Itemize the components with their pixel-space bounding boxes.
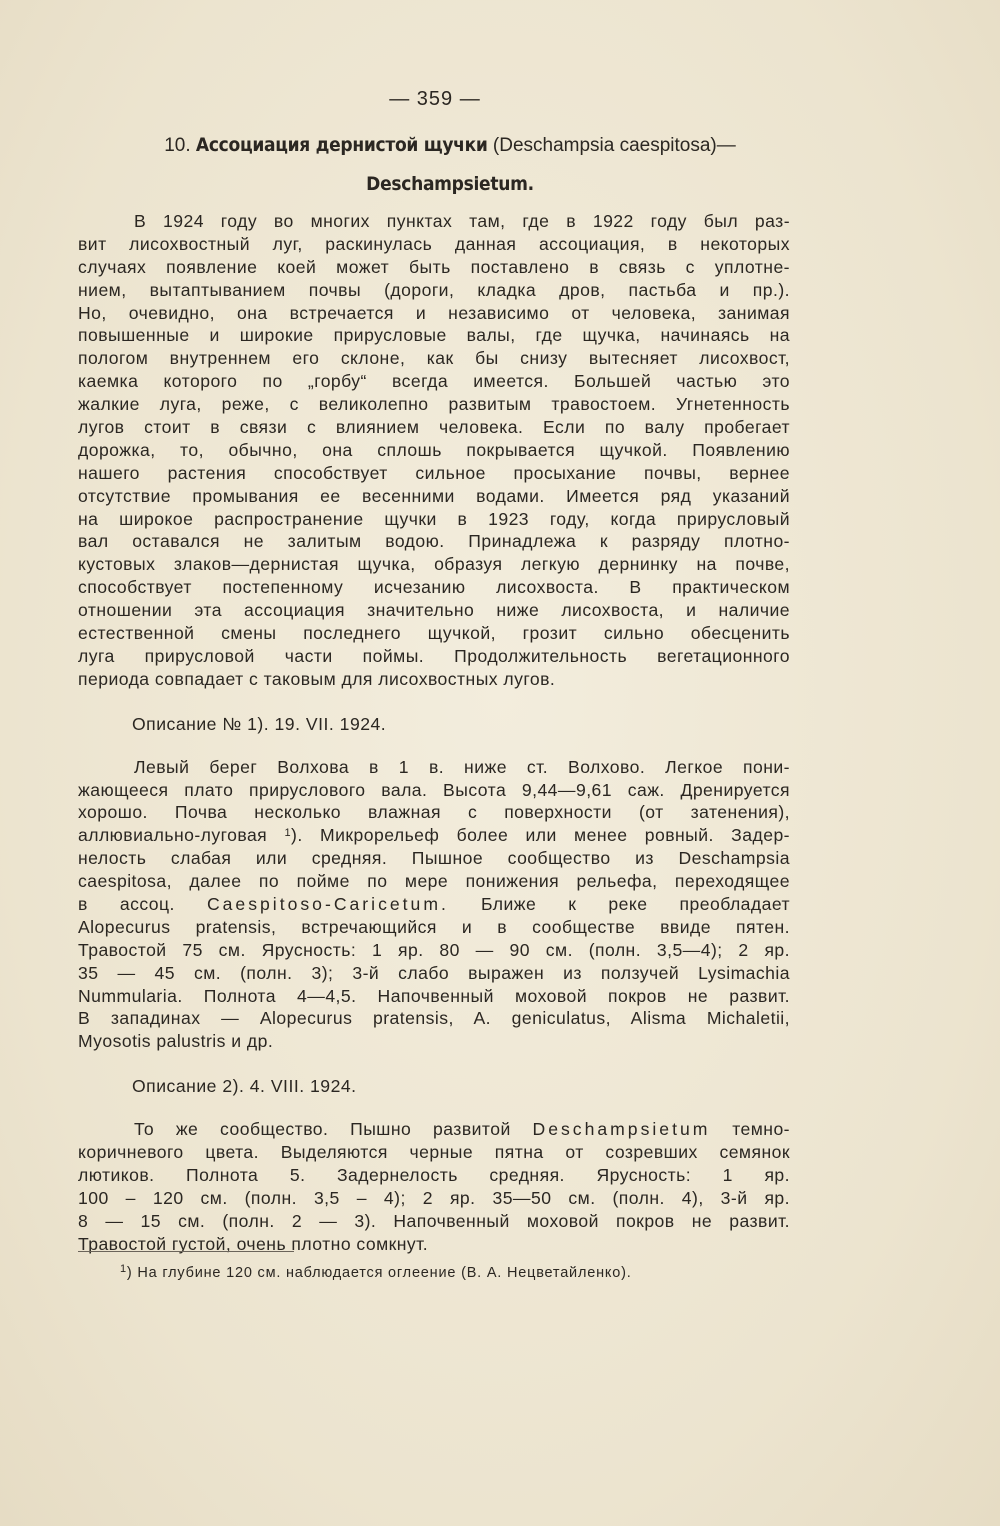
description-2-paragraph bbox=[78, 1118, 790, 1255]
text-segment: в ассоц. bbox=[78, 893, 175, 914]
spaced-term: Deschampsietum bbox=[532, 1119, 711, 1140]
footnote-ref[interactable]: 1 bbox=[284, 827, 292, 840]
text-segment: аллювиально-луговая bbox=[78, 825, 268, 846]
text-line: В западинах — Alopecurus pratensis, A. geniculatus, Alisma Michaletii, bbox=[78, 1008, 790, 1029]
text-line: 8 — 15 см. (полн. 2 — 3). Напочвенный моховой покров не развит. bbox=[78, 1210, 790, 1231]
footnote bbox=[120, 1265, 632, 1281]
text-line: Myosotis palustris и др. bbox=[78, 1031, 274, 1052]
spaced-term: Caespitoso-Caricetum. bbox=[206, 893, 449, 914]
page-number: — 359 — bbox=[389, 88, 481, 110]
text-line-with-footnote bbox=[78, 824, 790, 847]
text-line: В 1924 году во многих пунктах там, где в 1922 году был раз- bbox=[134, 211, 790, 231]
text-line: пологом внутреннем его склоне, как бы снизу вытесняет лисохвост, bbox=[78, 348, 790, 369]
section-title-bold: Ассоциация дернистой щучки bbox=[195, 134, 488, 156]
description-2-title: Описание 2). 4. VIII. 1924. bbox=[132, 1076, 357, 1097]
text-line: периода совпадает с таковым для лисохвостных лугов. bbox=[78, 668, 556, 689]
text-line-with-spaced bbox=[78, 1118, 790, 1141]
text-segment: ). Микрорельеф более или менее ровный. Задер- bbox=[291, 825, 790, 846]
text-line: Левый берег Волхова в 1 в. ниже ст. Волхово. Легкое пони- bbox=[134, 756, 790, 777]
section-number: 10. bbox=[164, 135, 191, 156]
text-line: Alopecurus pratensis, встречающийся и в сообществе ввиде пятен. bbox=[78, 916, 790, 937]
text-line: нием, вытаптыванием почвы (дороги, кладка дров, пастьба и пр.). bbox=[78, 279, 790, 300]
text-line: Травостой густой, очень плотно сомкнут. bbox=[78, 1233, 429, 1254]
footnote-text: ) На глубине 120 см. наблюдается оглеение (В. А. Нецветайленко). bbox=[126, 1265, 632, 1281]
text-line: на широкое распространение щучки в 1923 году, когда прирусловый bbox=[78, 508, 790, 529]
text-line: caespitosa, далее по пойме по мере понижения рельефа, переходящее bbox=[78, 871, 790, 892]
text-line-with-spaced bbox=[78, 893, 790, 916]
footnote-marker: 1 bbox=[120, 1263, 127, 1275]
text-line: дорожка, то, обычно, она сплошь покрывается щучкой. Появлению bbox=[78, 439, 790, 460]
text-line: кустовых злаков—дернистая щучка, образуя легкую дернинку на почве, bbox=[78, 554, 790, 575]
section-heading-line1 bbox=[110, 134, 790, 157]
text-line: жающееся плато прируслового вала. Высота 9,44—9,61 саж. Дренируется bbox=[78, 779, 790, 800]
description-1-title: Описание № 1). 19. VII. 1924. bbox=[132, 713, 387, 734]
section-title-association: Deschampsietum. bbox=[366, 173, 534, 195]
text-segment: Ближе к реке преобладает bbox=[480, 893, 791, 914]
text-line: отсутствие промывания ее весенними водами. Имеется ряд указаний bbox=[78, 485, 790, 506]
text-line: коричневого цвета. Выделяются черные пятна от созревших семянок bbox=[78, 1141, 790, 1162]
text-line: вит лисохвостный луг, раскинулась данная ассоциация, в некоторых bbox=[78, 233, 790, 254]
text-line: каемка которого по „горбу“ всегда имеется. Большей частью это bbox=[78, 371, 790, 392]
description-1-paragraph bbox=[78, 756, 790, 1054]
section-title-latin: (Deschampsia caespitosa)— bbox=[492, 135, 736, 156]
text-line: повышенные и широкие прирусловые валы, где щучка, начинаясь на bbox=[78, 325, 790, 346]
text-line: вал оставался не залитым водою. Принадлежа к разряду плотно- bbox=[78, 531, 790, 552]
text-line: случаях появление коей может быть поставлено в связь с уплотне- bbox=[78, 256, 790, 277]
text-line: 35 — 45 см. (полн. 3); 3-й слабо выражен из ползучей Lysimachia bbox=[78, 962, 790, 983]
text-line: жалкие луга, реже, с великолепно развитым травостоем. Угнетенность bbox=[78, 394, 790, 415]
text-line: лютиков. Полнота 5. Задернелость средняя. Ярусность: 1 яр. bbox=[78, 1164, 790, 1185]
text-line: Nummularia. Полнота 4—4,5. Напочвенный моховой покров не развит. bbox=[78, 985, 790, 1006]
text-line: способствует постепенному исчезанию лисохвоста. В практическом bbox=[78, 577, 790, 598]
footnote-divider bbox=[78, 1251, 294, 1252]
text-line: естественной смены последнего щучкой, грозит сильно обесценить bbox=[78, 623, 790, 644]
text-line: нашего растения способствует сильное просыхание почвы, вернее bbox=[78, 462, 790, 483]
text-segment: То же сообщество. Пышно развитой bbox=[134, 1119, 511, 1140]
text-line: лугов стоит в связи с влиянием человека. Если по валу пробегает bbox=[78, 417, 790, 438]
text-line: Но, очевидно, она встречается и независимо от человека, занимая bbox=[78, 302, 790, 323]
text-line: отношении эта ассоциация значительно ниже лисохвоста, и наличие bbox=[78, 600, 790, 621]
text-line: 100 – 120 см. (полн. 3,5 – 4); 2 яр. 35—50 см. (полн. 4), 3-й яр. bbox=[78, 1187, 790, 1208]
text-line: Травостой 75 см. Ярусность: 1 яр. 80 — 90 см. (полн. 3,5—4); 2 яр. bbox=[78, 939, 790, 960]
text-segment: темно- bbox=[732, 1119, 790, 1140]
text-line: луга прирусловой части поймы. Продолжительность вегетационного bbox=[78, 645, 790, 666]
text-line: хорошо. Почва несколько влажная с поверхности (от затенения), bbox=[78, 802, 790, 823]
text-line: нелость слабая или средняя. Пышное сообщество из Deschampsia bbox=[78, 848, 790, 869]
intro-paragraph bbox=[78, 210, 790, 691]
body-text bbox=[78, 210, 790, 1255]
section-heading-line2 bbox=[110, 173, 790, 196]
